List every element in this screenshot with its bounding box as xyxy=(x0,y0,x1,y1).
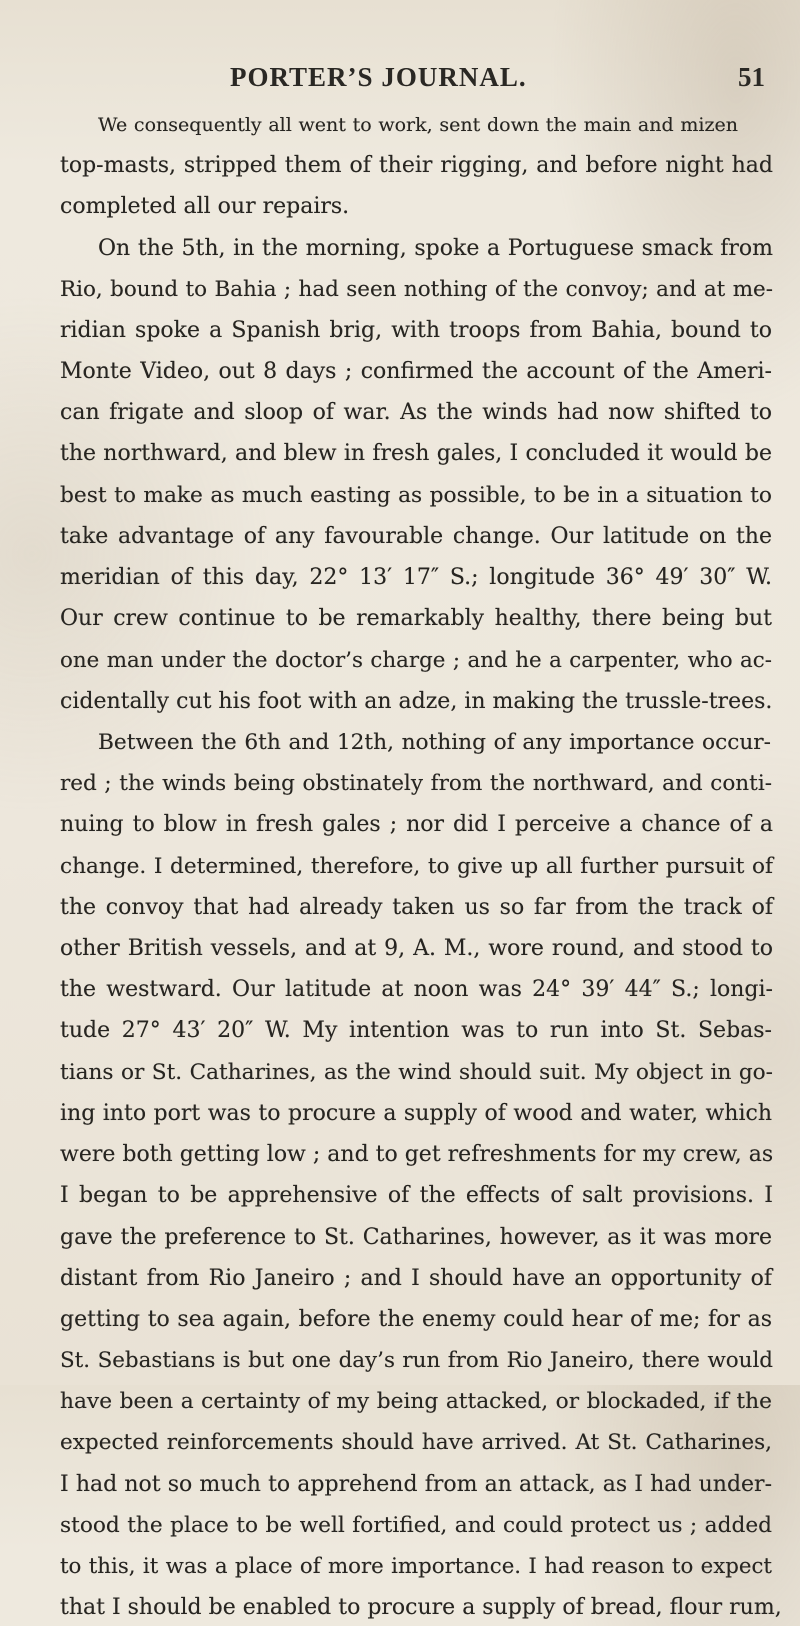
text-line: tude 27° 43′ 20″ W. My intention was to run into St. Sebas- xyxy=(60,1018,772,1043)
text-line: I began to be apprehensive of the effects of salt provisions. I xyxy=(60,1183,773,1208)
text-line: the northward, and blew in fresh gales, I concluded it would be xyxy=(60,441,772,466)
text-line: red ; the winds being obstinately from the northward, and conti- xyxy=(60,771,772,796)
running-title: PORTER’S JOURNAL. xyxy=(230,62,527,92)
text-line: that I should be enabled to procure a supply of bread, flour rum, xyxy=(60,1595,782,1620)
text-line: I had not so much to apprehend from an attack, as I had under- xyxy=(60,1472,772,1497)
text-line: gave the preference to St. Catharines, however, as it was more xyxy=(60,1225,772,1250)
page-number: 51 xyxy=(738,62,765,92)
text-line: can frigate and sloop of war. As the winds had now shifted to xyxy=(60,400,772,425)
text-line: the westward. Our latitude at noon was 24° 39′ 44″ S.; longi- xyxy=(60,977,773,1002)
text-line: ridian spoke a Spanish brig, with troops from Bahia, bound to xyxy=(60,318,772,343)
text-line: Rio, bound to Bahia ; had seen nothing of the convoy; and at me- xyxy=(60,277,773,302)
text-line: one man under the doctor’s charge ; and he a carpenter, who ac- xyxy=(60,648,772,673)
text-line: other British vessels, and at 9, A. M., wore round, and stood to xyxy=(60,936,773,961)
text-line: tians or St. Catharines, as the wind should suit. My object in go- xyxy=(60,1060,773,1085)
text-line: the convoy that had already taken us so far from the track of xyxy=(60,895,773,920)
text-line: take advantage of any favourable change. Our latitude on the xyxy=(60,524,772,549)
text-line: Between the 6th and 12th, nothing of any importance occur- xyxy=(98,730,771,755)
text-line: completed all our repairs. xyxy=(60,194,350,219)
text-line: meridian of this day, 22° 13′ 17″ S.; longitude 36° 49′ 30″ W. xyxy=(60,565,772,590)
text-line: ing into port was to procure a supply of wood and water, which xyxy=(60,1101,772,1126)
text-line: expected reinforcements should have arrived. At St. Catharines, xyxy=(60,1430,772,1455)
text-line: St. Sebastians is but one day’s run from Rio Janeiro, there would xyxy=(60,1348,773,1373)
text-line: cidentally cut his foot with an adze, in making the trussle-trees. xyxy=(60,689,773,714)
text-line: nuing to blow in fresh gales ; nor did I perceive a chance of a xyxy=(60,812,773,837)
text-line: best to make as much easting as possible, to be in a situation to xyxy=(60,483,772,508)
text-line: to this, it was a place of more importance. I had reason to expect xyxy=(60,1554,772,1579)
text-line: Our crew continue to be remarkably healthy, there being but xyxy=(60,606,772,631)
text-line: have been a certainty of my being attacked, or blockaded, if the xyxy=(60,1389,772,1414)
text-line: distant from Rio Janeiro ; and I should have an opportunity of xyxy=(60,1266,772,1291)
text-line: change. I determined, therefore, to give up all further pursuit of xyxy=(60,854,773,879)
text-line: stood the place to be well fortified, and could protect us ; added xyxy=(60,1513,772,1538)
text-line: were both getting low ; and to get refreshments for my crew, as xyxy=(60,1142,774,1167)
text-line: getting to sea again, before the enemy could hear of me; for as xyxy=(60,1307,772,1332)
text-line: top-masts, stripped them of their rigging, and before night had xyxy=(60,153,773,178)
text-line: Monte Video, out 8 days ; confirmed the account of the Ameri- xyxy=(60,359,772,384)
text-line: We consequently all went to work, sent down the main and mizen xyxy=(98,114,738,136)
text-line: On the 5th, in the morning, spoke a Portuguese smack from xyxy=(98,236,773,261)
